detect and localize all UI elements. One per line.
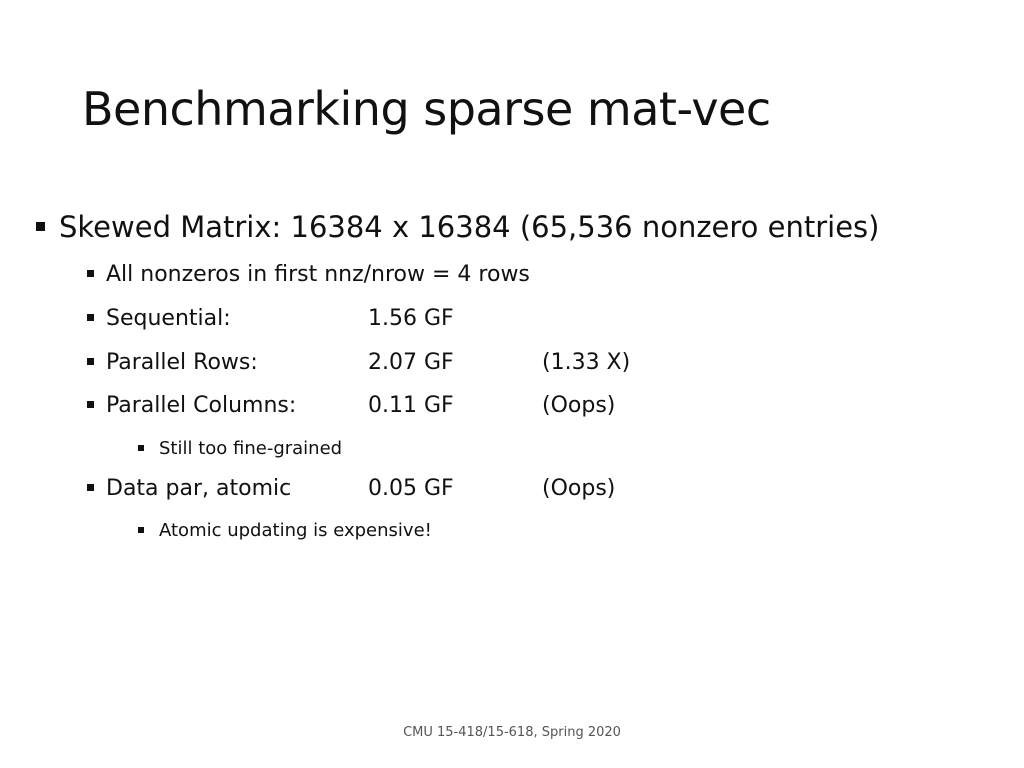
result-label: Parallel Rows: <box>106 350 258 375</box>
result-note: (Oops) <box>542 476 616 501</box>
square-bullet-icon <box>36 222 45 231</box>
bullet-atomic-expensive <box>138 520 432 541</box>
slide-footer: CMU 15-418/15-618, Spring 2020 <box>403 725 621 740</box>
result-value: 0.05 GF <box>368 476 454 501</box>
bullet-skewed-matrix <box>36 210 879 244</box>
result-note: (1.33 X) <box>542 350 631 375</box>
bullet-text: Skewed Matrix: 16384 x 16384 (65,536 nonzero entries) <box>59 210 880 244</box>
bullet-text: Still too fine-grained <box>159 438 343 459</box>
result-label: Data par, atomic <box>106 476 292 501</box>
result-value: 0.11 GF <box>368 393 454 418</box>
square-bullet-icon <box>87 484 94 491</box>
bullet-data-par-atomic <box>87 476 615 501</box>
bullet-parallel-rows <box>87 350 630 375</box>
bullet-sequential <box>87 306 542 331</box>
slide-title: Benchmarking sparse mat-vec <box>82 82 771 136</box>
square-bullet-icon <box>87 270 94 277</box>
bullet-text: Atomic updating is expensive! <box>159 520 432 541</box>
square-bullet-icon <box>87 401 94 408</box>
bullet-text: All nonzeros in first nnz/nrow = 4 rows <box>106 262 530 287</box>
result-value: 1.56 GF <box>368 306 454 331</box>
bullet-nonzeros <box>87 262 530 287</box>
result-label: Parallel Columns: <box>106 393 297 418</box>
result-value: 2.07 GF <box>368 350 454 375</box>
result-note: (Oops) <box>542 393 616 418</box>
square-bullet-icon <box>87 358 94 365</box>
bullet-parallel-columns <box>87 393 615 418</box>
result-label: Sequential: <box>106 306 231 331</box>
square-bullet-icon <box>138 527 144 533</box>
square-bullet-icon <box>138 445 144 451</box>
square-bullet-icon <box>87 314 94 321</box>
bullet-fine-grained <box>138 438 342 459</box>
